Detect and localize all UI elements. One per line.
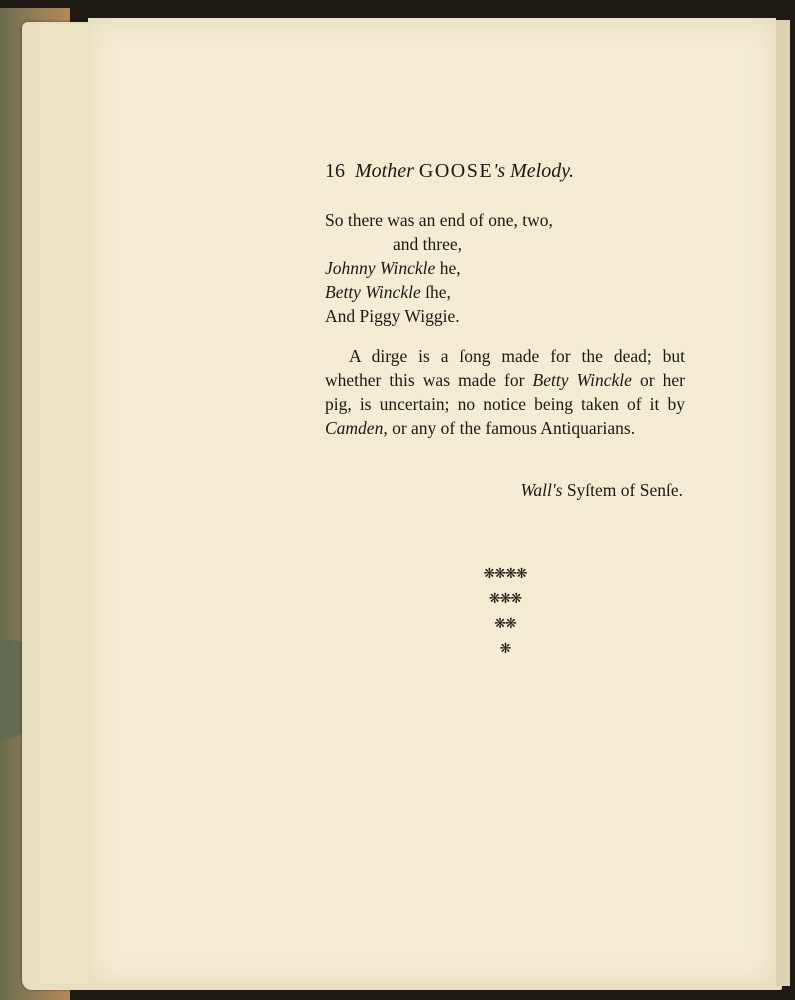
ornament-row: ❋❋❋❋ — [483, 566, 527, 582]
page-number: 16 — [325, 160, 345, 182]
header-title-italic: Mother — [355, 160, 414, 182]
signature-text: Syſtem of Senſe. — [562, 480, 683, 500]
header-title-caps: GOOSE — [418, 160, 494, 182]
verse-line — [325, 280, 685, 304]
prose-text: A dirge is a ſong made for the dead; but whether this was made for — [325, 346, 685, 390]
prose-text: or her pig, is uncertain; no notice being taken of it by — [325, 370, 685, 414]
ornament-row: ❋❋ — [494, 616, 516, 632]
verse-line-rest: ſhe, — [420, 282, 451, 302]
verse-line: So there was an end of one, two, — [325, 210, 553, 230]
prose-paragraph — [325, 344, 685, 440]
header-possessive: 's — [493, 160, 506, 182]
verse-line-rest: he, — [435, 258, 461, 278]
verse-name: Johnny Winckle — [325, 258, 436, 278]
verse-line: and three, — [393, 234, 462, 254]
prose-text: or any of the famous Antiquarians. — [387, 418, 636, 438]
page-right-edge — [776, 20, 790, 986]
ornament-row: ❋ — [499, 641, 511, 657]
signature — [325, 480, 683, 501]
verse-line: And Piggy Wiggie. — [325, 306, 460, 326]
verse-line — [325, 256, 685, 280]
signature-name: Wall's — [520, 480, 563, 500]
paragraph-text — [325, 344, 685, 440]
ornament-row: ❋❋❋ — [488, 591, 522, 607]
running-header — [325, 160, 645, 183]
prose-name: Camden, — [325, 418, 388, 438]
header-title-end: Melody. — [510, 160, 574, 182]
prose-name: Betty Winckle — [532, 370, 632, 390]
verse-name: Betty Winckle — [325, 282, 421, 302]
verse-block — [325, 208, 685, 328]
